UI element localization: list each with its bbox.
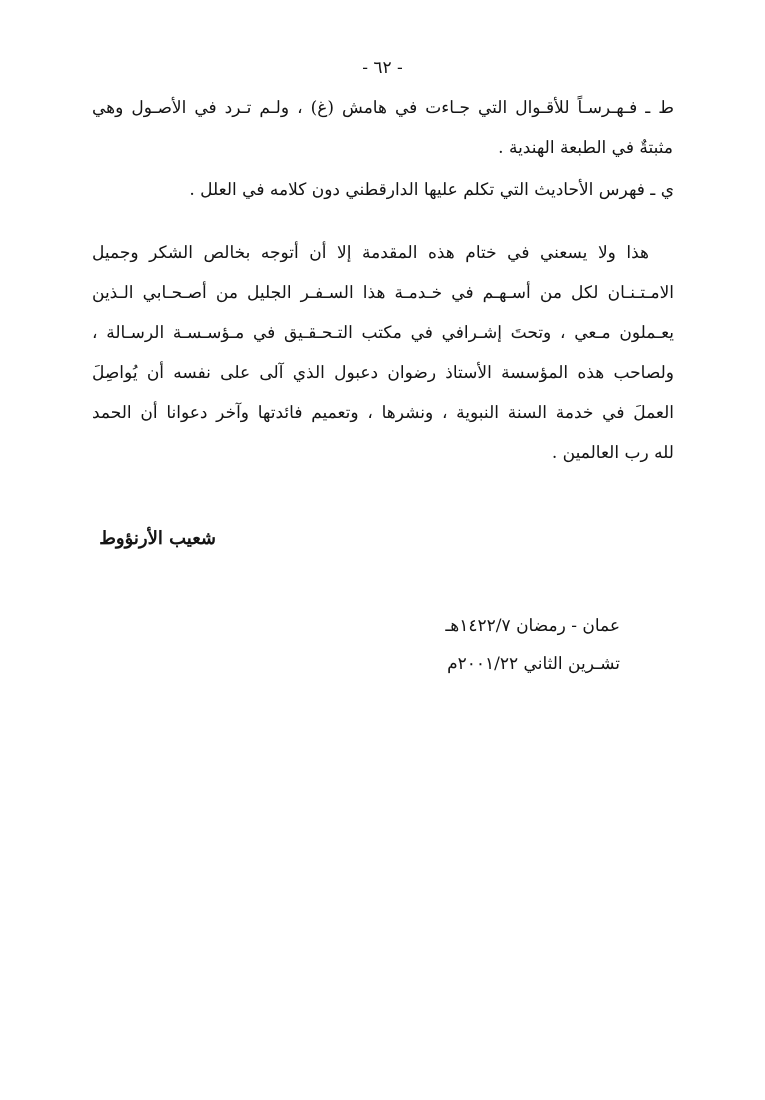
page-number: - ٦٢ - (362, 58, 403, 78)
place-date-gregorian: تشـرين الثاني ٢٠٠١/٢٢م (447, 654, 620, 674)
list-item-ta-line-1: ط ـ فـهـرسـاً للأقـوال التي جـاءت في هامش (غ) ، ولـم تـرد في الأصـول وهي (92, 98, 674, 118)
list-item-ya-line-1: ي ـ فهرس الأحاديث التي تكلم عليها الدارقطني دون كلامه في العلل . (189, 180, 674, 200)
paragraph-line: لله رب العالمين . (551, 443, 674, 463)
list-item-ta-line-2: مثبتةٌ في الطبعة الهندية . (498, 138, 673, 158)
paragraph-line: هذا ولا يسعني في ختام هذه المقدمة إلا أن أتوجه بخالص الشكر وجميل (92, 243, 649, 263)
author-signature: شعيب الأرنؤوط (99, 528, 216, 549)
paragraph-line: يعـملون مـعي ، وتحتَ إشـرافي في مكتب التـحـقـيق في مـؤسـسـة الرسـالة ، (92, 323, 674, 343)
place-date-hijri: عمان - رمضان ١٤٢٢/٧هـ (445, 616, 620, 636)
paragraph-line: ولصاحب هذه المؤسسة الأستاذ رضوان دعبول الذي آلى على نفسه أن يُواصِلَ (92, 363, 674, 383)
paragraph-line: العملَ في خدمة السنة النبوية ، ونشرها ، وتعميم فائدتها وآخر دعوانا أن الحمد (92, 403, 674, 423)
paragraph-line: الامـتـنـان لكل من أسـهـم في خـدمـة هذا السـفـر الجليل من أصـحـابي الـذين (92, 283, 674, 303)
